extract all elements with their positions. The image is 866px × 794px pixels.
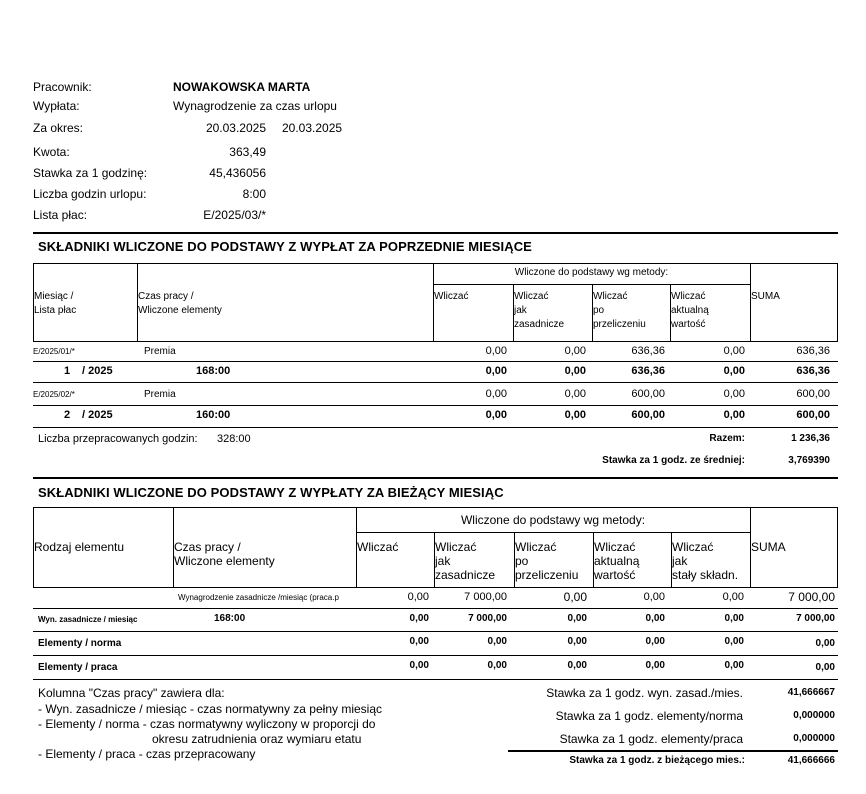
employee-name: NOWAKOWSKA MARTA xyxy=(173,80,311,94)
s2-header-m2: Wliczać jak zasadnicze xyxy=(435,540,496,582)
s1-r2-element: Premia xyxy=(144,389,176,400)
s1-r1-year: / 2025 xyxy=(82,365,113,377)
s2-header-kind: Rodzaj elementu xyxy=(34,540,125,554)
s1-r2-list: E/2025/02/* xyxy=(33,390,75,399)
s2-r3-kind: Elementy / praca xyxy=(38,662,118,673)
s2-detail-v3: 0,00 xyxy=(563,590,587,604)
s2-header-m3: Wliczać po przeliczeniu xyxy=(515,540,579,582)
section1-top-rule xyxy=(33,232,838,234)
s1-r1-list: E/2025/01/* xyxy=(33,347,75,356)
s1-line-r2 xyxy=(33,405,838,406)
payout-value: Wynagrodzenie za czas urlopu xyxy=(173,99,337,113)
note-line: - Elementy / norma - czas normatywny wyliczony w proporcji do xyxy=(38,717,376,731)
s2-line-head-bottom xyxy=(33,587,838,588)
s2-r2-v3: 0,00 xyxy=(567,636,587,647)
s2-group-header: Wliczone do podstawy wg metody: xyxy=(460,513,646,527)
s1-r1-element: Premia xyxy=(144,346,176,357)
note-line: - Wyn. zasadnicze / miesiąc - czas normatywny za pełny miesiąc xyxy=(38,702,383,716)
s2-r3-v5: 0,00 xyxy=(724,660,744,671)
s1-r1-v1: 0,00 xyxy=(485,345,507,357)
s1-r1-time: 168:00 xyxy=(196,365,231,377)
current-rate-label: Stawka za 1 godz. z bieżącego mies.: xyxy=(569,755,745,766)
s2-r2-v2: 0,00 xyxy=(487,636,507,647)
period-label: Za okres: xyxy=(33,121,84,135)
s2-r1-v3: 0,00 xyxy=(567,613,587,624)
hours-label: Liczba godzin urlopu: xyxy=(33,187,147,201)
worked-hours-value: 328:00 xyxy=(217,433,251,445)
total-value: 1 236,36 xyxy=(791,433,830,444)
s1-group-header: Wliczone do podstawy wg metody: xyxy=(514,267,669,278)
s2-detail-element: Wynagrodzenie zasadnicze /miesiąc (praca.p xyxy=(178,593,339,602)
section2-title: SKŁADNIKI WLICZONE DO PODSTAWY Z WYPŁATY ZA BIEŻĄCY MIESIĄC xyxy=(38,485,504,500)
s1-line-head-bottom xyxy=(33,341,838,342)
rate-wyn-value: 41,666667 xyxy=(787,687,835,698)
s1-header-m2: Wliczać jak zasadnicze xyxy=(514,291,565,330)
rate-total-rule xyxy=(508,750,838,752)
s1-line-r1 xyxy=(33,361,838,362)
rate-praca-label: Stawka za 1 godz. elementy/praca xyxy=(559,732,743,746)
s1-r1-v2: 0,00 xyxy=(564,345,586,357)
s2-line-r2 xyxy=(33,655,838,656)
s2-r1-v2: 7 000,00 xyxy=(468,613,507,624)
worked-hours-label: Liczba przepracowanych godzin: xyxy=(38,433,198,445)
employee-label: Pracownik: xyxy=(33,80,92,94)
avg-rate-value: 3,769390 xyxy=(788,455,830,466)
amount-value: 363,49 xyxy=(229,145,266,159)
s1-r1-tsum: 636,36 xyxy=(796,365,830,377)
note-line: okresu zatrudnienia oraz wymiaru etatu xyxy=(152,732,362,746)
s2-r3-sum: 0,00 xyxy=(815,662,835,673)
rate-norma-value: 0,000000 xyxy=(793,710,835,721)
s2-r3-v3: 0,00 xyxy=(567,660,587,671)
payroll-value: E/2025/03/* xyxy=(203,208,266,222)
s1-line-top xyxy=(33,263,838,264)
s2-r1-sum: 7 000,00 xyxy=(796,613,835,624)
s2-r1-v5: 0,00 xyxy=(724,613,744,624)
payroll-label: Lista płac: xyxy=(33,208,88,222)
s2-r2-v4: 0,00 xyxy=(645,636,665,647)
s1-header-sum: SUMA xyxy=(751,291,780,302)
s1-r1-t2: 0,00 xyxy=(564,365,586,377)
s2-header-sum: SUMA xyxy=(751,540,786,554)
rate-value: 45,436056 xyxy=(209,166,266,180)
s2-r2-v1: 0,00 xyxy=(409,636,429,647)
s1-r1-t3: 636,36 xyxy=(631,365,665,377)
s1-header-m4: Wliczać aktualną wartość xyxy=(671,291,709,330)
s2-r3-v1: 0,00 xyxy=(409,660,429,671)
s1-r2-sum: 600,00 xyxy=(796,388,830,400)
rate-wyn-label: Stawka za 1 godz. wyn. zasad./mies. xyxy=(546,686,743,700)
s1-r2-v4: 0,00 xyxy=(723,388,745,400)
period-from: 20.03.2025 xyxy=(205,121,266,135)
s1-line-r2b xyxy=(33,427,838,428)
s2-detail-v5: 0,00 xyxy=(722,591,744,603)
hours-value: 8:00 xyxy=(242,187,266,201)
s1-r1-v4: 0,00 xyxy=(723,345,745,357)
s1-r1-sum: 636,36 xyxy=(796,345,830,357)
s1-r2-v2: 0,00 xyxy=(564,388,586,400)
note-line: - Elementy / praca - czas przepracowany xyxy=(38,747,256,761)
s1-r2-t2: 0,00 xyxy=(564,409,586,421)
section2-top-rule xyxy=(33,477,838,479)
s2-line-r3 xyxy=(33,679,838,680)
s1-line-r1b xyxy=(33,382,838,383)
s2-header-time: Czas pracy / Wliczone elementy xyxy=(174,540,275,568)
s1-r2-v3: 600,00 xyxy=(631,388,665,400)
payout-label: Wypłata: xyxy=(33,99,80,113)
s2-r3-v4: 0,00 xyxy=(645,660,665,671)
s1-r2-v1: 0,00 xyxy=(485,388,507,400)
s2-r1-time: 168:00 xyxy=(214,613,246,624)
s1-r1-t1: 0,00 xyxy=(485,365,507,377)
s1-r2-t4: 0,00 xyxy=(723,409,745,421)
s1-r2-month: 2 xyxy=(64,409,71,421)
s1-r2-t3: 600,00 xyxy=(631,409,665,421)
s2-detail-v4: 0,00 xyxy=(643,591,665,603)
s2-r1-v1: 0,00 xyxy=(409,613,429,624)
s2-r2-kind: Elementy / norma xyxy=(38,638,122,649)
s2-header-m4: Wliczać aktualną wartość xyxy=(594,540,640,582)
s1-r2-t1: 0,00 xyxy=(485,409,507,421)
s2-r2-sum: 0,00 xyxy=(815,638,835,649)
s2-line-r1 xyxy=(33,631,838,632)
s1-header-m3: Wliczać po przeliczeniu xyxy=(593,291,646,330)
s2-line-group xyxy=(356,532,750,533)
s2-header-m1: Wliczać xyxy=(357,540,399,554)
s2-line-top xyxy=(33,507,838,508)
s1-header-month: Miesiąc / Lista płac xyxy=(34,291,77,316)
rate-praca-value: 0,000000 xyxy=(793,733,835,744)
s1-r2-year: / 2025 xyxy=(82,409,113,421)
s2-r2-v5: 0,00 xyxy=(724,636,744,647)
s2-r3-v2: 0,00 xyxy=(487,660,507,671)
note-line: Kolumna "Czas pracy" zawiera dla: xyxy=(38,686,225,700)
s2-detail-v2: 7 000,00 xyxy=(464,591,507,603)
s1-r2-tsum: 600,00 xyxy=(796,409,830,421)
s2-r1-v4: 0,00 xyxy=(645,613,665,624)
s1-r1-t4: 0,00 xyxy=(723,365,745,377)
s1-header-m1: Wliczać xyxy=(434,291,469,302)
current-rate-value: 41,666666 xyxy=(787,755,835,766)
period-to: 20.03.2025 xyxy=(282,121,343,135)
s2-detail-sum: 7 000,00 xyxy=(788,590,835,604)
s1-r2-time: 160:00 xyxy=(196,409,231,421)
rate-label: Stawka za 1 godzinę: xyxy=(33,166,148,180)
section1-title: SKŁADNIKI WLICZONE DO PODSTAWY Z WYPŁAT ZA POPRZEDNIE MIESIĄCE xyxy=(38,239,532,254)
s2-line-d xyxy=(33,608,838,609)
rate-norma-label: Stawka za 1 godz. elementy/norma xyxy=(555,709,743,723)
s1-r1-v3: 636,36 xyxy=(631,345,665,357)
s2-v8 xyxy=(837,507,838,587)
s2-r1-kind: Wyn. zasadnicze / miesiąc xyxy=(38,615,138,624)
s1-header-time: Czas pracy / Wliczone elementy xyxy=(138,291,222,316)
amount-label: Kwota: xyxy=(33,145,70,159)
s2-header-m5: Wliczać jak stały składn. xyxy=(672,540,739,582)
s1-v7 xyxy=(837,263,838,341)
s2-detail-v1: 0,00 xyxy=(407,591,429,603)
s1-r1-month: 1 xyxy=(64,365,71,377)
total-label: Razem: xyxy=(709,433,745,444)
avg-rate-label: Stawka za 1 godz. ze średniej: xyxy=(602,455,745,466)
